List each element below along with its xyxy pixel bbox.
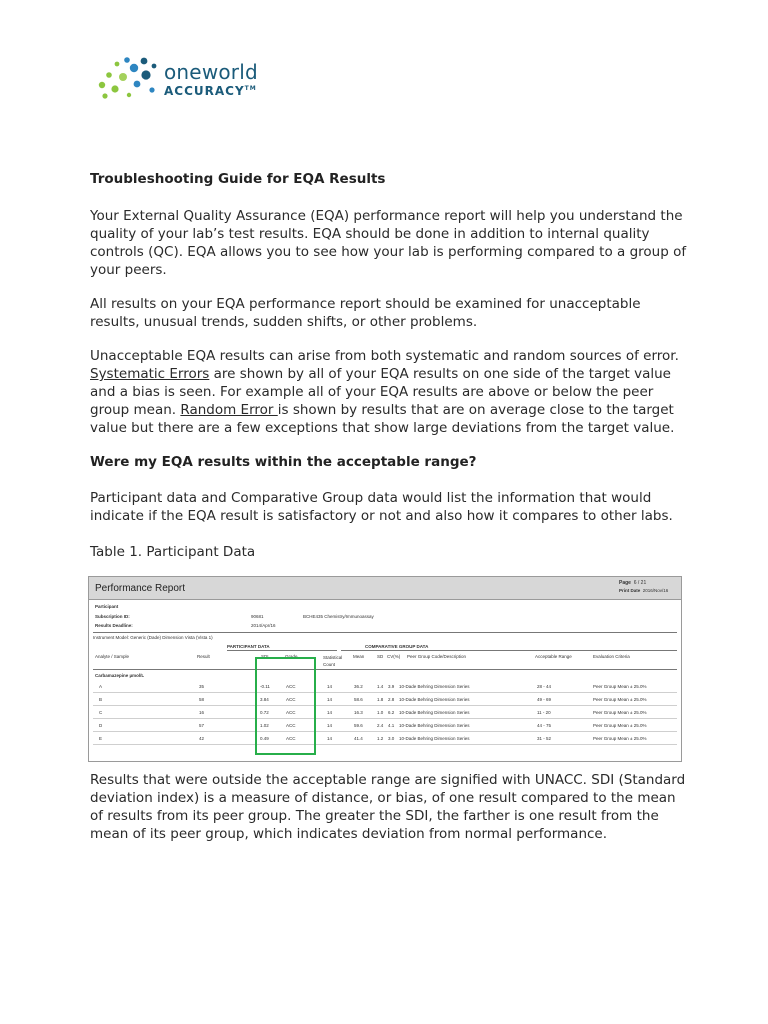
- report-divider: [93, 632, 677, 633]
- report-cell-criteria: Peer Group Mean ± 25.0%: [593, 736, 647, 741]
- report-row-divider: [93, 731, 677, 732]
- report-cell-cv: 3.0: [388, 736, 395, 741]
- report-cell-mean: 59.6: [354, 723, 363, 728]
- report-cell-criteria: Peer Group Mean ± 25.0%: [593, 710, 647, 715]
- report-row-divider: [93, 705, 677, 706]
- report-cell-mean: 58.6: [354, 697, 363, 702]
- logo-dots-icon: [96, 52, 160, 108]
- report-cell-peer: 10-Dade Behring Dimension Series: [399, 736, 470, 741]
- report-cell-result: 57: [199, 723, 205, 728]
- report-cell-count: 14: [327, 697, 333, 702]
- subscription-id: 90681: [251, 614, 264, 619]
- col-result: Result: [197, 654, 210, 659]
- table-caption: Table 1. Participant Data: [90, 544, 256, 560]
- report-row-divider: [93, 744, 677, 745]
- col-peer: Peer Group Code/Description: [407, 654, 467, 659]
- logo-subtitle: ACCURACY™: [164, 84, 257, 98]
- report-cell-sdi: -0.11: [260, 684, 270, 689]
- report-cell-sdi: 0.49: [260, 736, 269, 741]
- report-cell-cv: 3.9: [388, 684, 395, 689]
- sdi-grade-highlight-box: [255, 657, 316, 755]
- sdi-paragraph: Results that were outside the acceptable range are signified with UNACC. SDI (Standard deviation index) is a measure of distance, or bias, of one result compared to the mean of results from its peer group. The greater the SDI, the farther is one result from the mean of its peer group, which indicates deviation from normal performance.: [90, 772, 686, 842]
- report-cell-sample: D: [99, 723, 103, 728]
- report-cell-grade: ACC: [286, 723, 296, 728]
- report-header: [89, 577, 681, 600]
- report-cell-peer: 10-Dade Behring Dimension Series: [399, 710, 470, 715]
- report-cell-sample: E: [99, 736, 103, 741]
- report-title: Performance Report: [95, 583, 186, 594]
- report-cell-grade: ACC: [286, 697, 296, 702]
- random-error-term: Random Error: [180, 402, 278, 418]
- participant-section-line: [227, 650, 337, 651]
- report-print-date: Print Date 2016/Nov/16: [619, 588, 669, 593]
- report-cell-sd: 1.0: [377, 710, 384, 715]
- participant-paragraph: Participant data and Comparative Group data would list the information that would indicate if the EQA result is satisfactory or not and also how it compares to other labs.: [90, 490, 673, 524]
- col-grade: Grade: [285, 654, 298, 659]
- report-cell-sd: 1.2: [377, 736, 384, 741]
- report-cell-result: 58: [199, 697, 205, 702]
- report-cell-count: 14: [327, 736, 333, 741]
- report-cell-result: 42: [199, 736, 205, 741]
- col-range: Acceptable Range: [535, 654, 572, 659]
- report-cell-sample: B: [99, 697, 103, 702]
- deadline-label: Results Deadline:: [95, 623, 133, 628]
- col-mean: Mean: [353, 654, 365, 659]
- report-cell-count: 14: [327, 710, 333, 715]
- report-cell-grade: ACC: [286, 736, 296, 741]
- col-sd: SD: [377, 654, 384, 659]
- report-cell-sd: 2.4: [377, 723, 384, 728]
- performance-report-image: [88, 576, 682, 762]
- report-cell-criteria: Peer Group Mean ± 25.0%: [593, 697, 647, 702]
- report-row-divider: [93, 718, 677, 719]
- report-cell-peer: 10-Dade Behring Dimension Series: [399, 697, 470, 702]
- col-count: Statistical Count: [323, 655, 343, 667]
- examine-paragraph: All results on your EQA performance report should be examined for unacceptable results, unusual trends, sudden shifts, or other problems.: [90, 296, 641, 330]
- header-divider: [93, 669, 677, 670]
- report-cell-range: 31 - 52: [537, 736, 552, 741]
- report-cell-sd: 1.4: [377, 684, 384, 689]
- report-cell-grade: ACC: [286, 710, 296, 715]
- report-cell-cv: 2.8: [388, 697, 395, 702]
- report-cell-sample: A: [99, 684, 103, 689]
- report-cell-sdi: 0.72: [260, 710, 269, 715]
- errors-paragraph: Unacceptable EQA results can arise from both systematic and random sources of error. Systematic Errors are shown by all of your EQA results on one side of the target value and a bias is seen. For example all of your EQA results are above or below the peer group mean. Random Error is shown by results that are on average close to the target value but there are a few exceptions that show large deviations from the target value.: [90, 348, 679, 436]
- oneworld-accuracy-logo: [96, 52, 296, 108]
- report-cell-cv: 4.1: [388, 723, 395, 728]
- report-cell-sample: C: [99, 710, 103, 715]
- report-cell-range: 44 - 75: [537, 723, 552, 728]
- report-cell-grade: ACC: [286, 684, 296, 689]
- instrument-model: Instrument Model: Generic (Dade) Dimension Vista (Vista 1): [93, 635, 213, 640]
- report-cell-result: 35: [199, 684, 205, 689]
- report-cell-count: 14: [327, 723, 333, 728]
- report-cell-sdi: 3.84: [260, 697, 269, 702]
- report-cell-range: 49 - 69: [537, 697, 552, 702]
- analyte-name: Carbamazepine µmol/L: [95, 673, 145, 678]
- report-cell-sdi: 1.02: [260, 723, 269, 728]
- report-row-divider: [93, 692, 677, 693]
- report-cell-range: 11 - 20: [537, 710, 551, 715]
- report-cell-mean: 41.4: [354, 736, 363, 741]
- deadline-value: 2014/Apr/16: [251, 623, 276, 628]
- report-cell-mean: 36.2: [354, 684, 363, 689]
- report-cell-criteria: Peer Group Mean ± 25.0%: [593, 684, 647, 689]
- report-cell-count: 14: [327, 684, 333, 689]
- report-cell-mean: 16.3: [354, 710, 363, 715]
- report-cell-peer: 10-Dade Behring Dimension Series: [399, 723, 470, 728]
- intro-paragraph: Your External Quality Assurance (EQA) performance report will help you understand the quality of your lab’s test results. EQA should be done in addition to internal quality controls (QC). EQA allows you to see how your lab is performing compared to a group of your peers.: [90, 208, 687, 278]
- participant-data-section: PARTICIPANT DATA: [227, 644, 270, 649]
- subscription-label: Subscription ID:: [95, 614, 130, 619]
- report-cell-range: 28 - 44: [537, 684, 552, 689]
- col-criteria: Evaluation Criteria: [593, 654, 630, 659]
- report-cell-criteria: Peer Group Mean ± 25.0%: [593, 723, 647, 728]
- report-cell-sd: 1.8: [377, 697, 384, 702]
- program-name: BCHE435 Chemistry/Immunoassay: [303, 614, 374, 619]
- col-cv: CV(%): [387, 654, 401, 659]
- col-analyte: Analyte / Sample: [95, 654, 130, 659]
- page-title: Troubleshooting Guide for EQA Results: [90, 171, 386, 187]
- logo-wordmark: oneworld: [164, 60, 258, 84]
- report-page: Page 6 / 21: [619, 580, 647, 586]
- comparative-section-line: [341, 650, 677, 651]
- comparative-group-section: COMPARATIVE GROUP DATA: [365, 644, 429, 649]
- section-heading: Were my EQA results within the acceptable range?: [90, 454, 477, 470]
- participant-label: Participant: [95, 604, 119, 609]
- systematic-errors-term: Systematic Errors: [90, 366, 210, 382]
- report-cell-result: 16: [199, 710, 205, 715]
- col-sdi: SDI: [261, 654, 269, 659]
- report-cell-cv: 6.2: [388, 710, 395, 715]
- report-cell-peer: 10-Dade Behring Dimension Series: [399, 684, 470, 689]
